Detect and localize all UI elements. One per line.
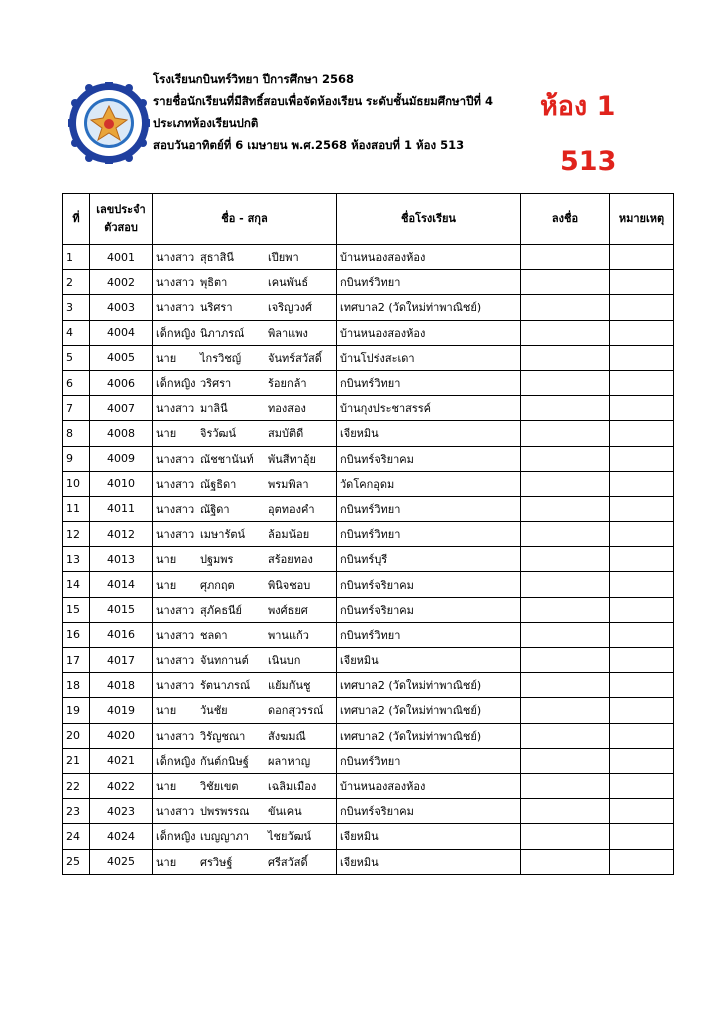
student-name: [153, 698, 337, 723]
last-name: ผลาหาญ: [268, 754, 311, 768]
school-name: วัดโคกอุดม: [337, 471, 521, 496]
signature-cell[interactable]: [521, 773, 610, 798]
row-number: 14: [63, 572, 90, 597]
table-row: [63, 396, 674, 421]
first-name: เบญญาภา: [200, 830, 250, 844]
school-name: บ้านโปร่งสะเดา: [337, 345, 521, 370]
header-exam-id: [90, 194, 153, 245]
table-row: [63, 370, 674, 395]
name-prefix: นางสาว: [156, 251, 195, 265]
table-row: [63, 245, 674, 270]
first-name: วันชัย: [200, 704, 228, 718]
exam-id: 4004: [90, 320, 153, 345]
exam-id: 4011: [90, 496, 153, 521]
first-name: เมษารัตน์: [200, 528, 246, 542]
table-row: [63, 748, 674, 773]
name-prefix: นางสาว: [156, 402, 195, 416]
first-name: มาลินี: [200, 402, 228, 416]
exam-id: 4009: [90, 446, 153, 471]
last-name: พงศ์ธยศ: [268, 603, 308, 617]
signature-cell[interactable]: [521, 597, 610, 622]
note-cell[interactable]: [610, 320, 674, 345]
name-prefix: นาย: [156, 553, 177, 567]
header-exam-id-line2: ตัวสอบ: [104, 221, 138, 234]
signature-cell[interactable]: [521, 572, 610, 597]
last-name: เนินบก: [268, 654, 301, 668]
row-number: 17: [63, 648, 90, 673]
exam-id: 4023: [90, 799, 153, 824]
name-prefix: นาย: [156, 578, 177, 592]
school-name: กบินทร์วิทยา: [337, 496, 521, 521]
last-name: แย้มกันชู: [268, 679, 311, 693]
last-name: เฉลิมเมือง: [268, 780, 317, 794]
student-name: [153, 799, 337, 824]
header-note: หมายเหตุ: [610, 194, 674, 245]
school-name: กบินทร์บุรี: [337, 547, 521, 572]
table-row: [63, 698, 674, 723]
student-name: [153, 648, 337, 673]
school-name: กบินทร์จริยาคม: [337, 572, 521, 597]
table-row: [63, 597, 674, 622]
note-cell[interactable]: [610, 698, 674, 723]
table-row: [63, 849, 674, 874]
school-name: บ้านหนองสองห้อง: [337, 320, 521, 345]
document-header: [153, 68, 543, 156]
room-number: 513: [560, 146, 617, 177]
student-name: [153, 547, 337, 572]
exam-id: 4008: [90, 421, 153, 446]
school-name: บ้านหนองสองห้อง: [337, 245, 521, 270]
note-cell[interactable]: [610, 723, 674, 748]
last-name: ไชยวัฒน์: [268, 830, 312, 844]
exam-id: 4003: [90, 295, 153, 320]
table-row: [63, 295, 674, 320]
exam-id: 4005: [90, 345, 153, 370]
note-cell[interactable]: [610, 673, 674, 698]
school-name: เจียหมิน: [337, 648, 521, 673]
signature-cell[interactable]: [521, 799, 610, 824]
name-prefix: เด็กหญิง: [156, 754, 196, 768]
first-name: สุภัคธนีย์: [200, 603, 243, 617]
row-number: 8: [63, 421, 90, 446]
school-emblem-icon: [68, 82, 150, 164]
row-number: 7: [63, 396, 90, 421]
row-number: 19: [63, 698, 90, 723]
signature-cell[interactable]: [521, 370, 610, 395]
note-cell[interactable]: [610, 597, 674, 622]
signature-cell[interactable]: [521, 446, 610, 471]
name-prefix: นางสาว: [156, 477, 195, 491]
table-row: [63, 522, 674, 547]
row-number: 13: [63, 547, 90, 572]
school-name: เทศบาล2 (วัดใหม่ท่าพาณิชย์): [337, 698, 521, 723]
first-name: ศรวิษฐ์: [200, 855, 233, 869]
row-number: 10: [63, 471, 90, 496]
school-name: เจียหมิน: [337, 421, 521, 446]
student-name: [153, 773, 337, 798]
student-name: [153, 295, 337, 320]
table-row: [63, 723, 674, 748]
school-name: กบินทร์วิทยา: [337, 748, 521, 773]
note-cell[interactable]: [610, 824, 674, 849]
note-cell[interactable]: [610, 748, 674, 773]
name-prefix: นางสาว: [156, 603, 195, 617]
first-name: วิชัยเขต: [200, 780, 239, 794]
signature-cell[interactable]: [521, 270, 610, 295]
note-cell[interactable]: [610, 270, 674, 295]
table-row: [63, 648, 674, 673]
name-prefix: นาย: [156, 704, 177, 718]
header-name: ชื่อ - สกุล: [153, 194, 337, 245]
first-name: ชลดา: [200, 628, 228, 642]
table-row: [63, 673, 674, 698]
last-name: สมบัติดี: [268, 427, 304, 441]
note-cell[interactable]: [610, 345, 674, 370]
signature-cell[interactable]: [521, 245, 610, 270]
first-name: พุธิตา: [200, 276, 228, 290]
header-exam-id-line1: เลขประจำ: [96, 203, 146, 216]
exam-id: 4010: [90, 471, 153, 496]
row-number: 25: [63, 849, 90, 874]
school-name: บ้านหนองสองห้อง: [337, 773, 521, 798]
last-name: พิลาแพง: [268, 326, 308, 340]
table-row: [63, 799, 674, 824]
signature-cell[interactable]: [521, 547, 610, 572]
exam-id: 4019: [90, 698, 153, 723]
note-cell[interactable]: [610, 547, 674, 572]
table-row: [63, 496, 674, 521]
exam-id: 4006: [90, 370, 153, 395]
last-name: ขันเคน: [268, 805, 302, 819]
last-name: เคนพันธ์: [268, 276, 309, 290]
student-name: [153, 446, 337, 471]
note-cell[interactable]: [610, 648, 674, 673]
student-name: [153, 673, 337, 698]
first-name: สุธาสินี: [200, 251, 234, 265]
first-name: ปฐมพร: [200, 553, 234, 567]
note-cell[interactable]: [610, 370, 674, 395]
row-number: 11: [63, 496, 90, 521]
note-cell[interactable]: [610, 421, 674, 446]
last-name: อุตทองคำ: [268, 502, 315, 516]
school-name: เทศบาล2 (วัดใหม่ท่าพาณิชย์): [337, 295, 521, 320]
signature-cell[interactable]: [521, 648, 610, 673]
list-description: รายชื่อนักเรียนที่มีสิทธิ์สอบเพื่อจัดห้องเรียน ระดับชั้นมัธยมศึกษาปีที่ 4: [153, 94, 493, 108]
row-number: 2: [63, 270, 90, 295]
exam-id: 4020: [90, 723, 153, 748]
signature-cell[interactable]: [521, 471, 610, 496]
note-cell[interactable]: [610, 496, 674, 521]
first-name: ณัชชานันท์: [200, 452, 254, 466]
exam-id: 4018: [90, 673, 153, 698]
note-cell[interactable]: [610, 396, 674, 421]
signature-cell[interactable]: [521, 849, 610, 874]
first-name: รัตนาภรณ์: [200, 679, 251, 693]
first-name: นิภาภรณ์: [200, 326, 245, 340]
last-name: เจริญวงศ์: [268, 301, 313, 315]
table-row: [63, 547, 674, 572]
student-name: [153, 396, 337, 421]
exam-id: 4013: [90, 547, 153, 572]
first-name: จิรวัฒน์: [200, 427, 236, 441]
signature-cell[interactable]: [521, 522, 610, 547]
signature-cell[interactable]: [521, 396, 610, 421]
first-name: จันทกานต์: [200, 654, 249, 668]
first-name: ณัฐิดา: [200, 502, 230, 516]
table-row: [63, 824, 674, 849]
table-row: [63, 345, 674, 370]
last-name: ล้อมน้อย: [268, 528, 310, 542]
note-cell[interactable]: [610, 245, 674, 270]
signature-cell[interactable]: [521, 421, 610, 446]
name-prefix: นาย: [156, 855, 177, 869]
table-row: [63, 572, 674, 597]
student-name: [153, 849, 337, 874]
school-name: กบินทร์วิทยา: [337, 522, 521, 547]
exam-id: 4024: [90, 824, 153, 849]
name-prefix: นางสาว: [156, 654, 195, 668]
first-name: วริศรา: [200, 377, 232, 391]
last-name: เปียพา: [268, 251, 299, 265]
school-name: เทศบาล2 (วัดใหม่ท่าพาณิชย์): [337, 673, 521, 698]
student-name: [153, 597, 337, 622]
row-number: 5: [63, 345, 90, 370]
name-prefix: นางสาว: [156, 502, 195, 516]
name-prefix: นางสาว: [156, 679, 195, 693]
note-cell[interactable]: [610, 799, 674, 824]
table-row: [63, 622, 674, 647]
row-number: 6: [63, 370, 90, 395]
name-prefix: นางสาว: [156, 276, 195, 290]
school-name: กบินทร์จริยาคม: [337, 597, 521, 622]
student-name: [153, 245, 337, 270]
table-row: [63, 773, 674, 798]
student-name: [153, 496, 337, 521]
exam-id: 4017: [90, 648, 153, 673]
signature-cell[interactable]: [521, 723, 610, 748]
header-school: ชื่อโรงเรียน: [337, 194, 521, 245]
student-name: [153, 522, 337, 547]
row-number: 23: [63, 799, 90, 824]
note-cell[interactable]: [610, 849, 674, 874]
table-row: [63, 270, 674, 295]
row-number: 4: [63, 320, 90, 345]
note-cell[interactable]: [610, 622, 674, 647]
name-prefix: นางสาว: [156, 628, 195, 642]
first-name: ปพรพรรณ: [200, 805, 250, 819]
name-prefix: นางสาว: [156, 729, 195, 743]
exam-id: 4022: [90, 773, 153, 798]
classroom-type: ประเภทห้องเรียนปกติ: [153, 116, 259, 130]
note-cell[interactable]: [610, 773, 674, 798]
school-name: กบินทร์จริยาคม: [337, 446, 521, 471]
signature-cell[interactable]: [521, 824, 610, 849]
signature-cell[interactable]: [521, 673, 610, 698]
exam-id: 4016: [90, 622, 153, 647]
school-name: บ้านกุงประชาสรรค์: [337, 396, 521, 421]
student-name: [153, 824, 337, 849]
student-name: [153, 421, 337, 446]
signature-cell[interactable]: [521, 295, 610, 320]
row-number: 18: [63, 673, 90, 698]
row-number: 3: [63, 295, 90, 320]
exam-id: 4014: [90, 572, 153, 597]
name-prefix: เด็กหญิง: [156, 377, 196, 391]
school-name: กบินทร์จริยาคม: [337, 799, 521, 824]
note-cell[interactable]: [610, 572, 674, 597]
first-name: วิรัญชณา: [200, 729, 246, 743]
note-cell[interactable]: [610, 446, 674, 471]
student-name: [153, 320, 337, 345]
last-name: ดอกสุวรรณ์: [268, 704, 324, 718]
name-prefix: นางสาว: [156, 805, 195, 819]
exam-id: 4002: [90, 270, 153, 295]
first-name: กันต์กนิษฐ์: [200, 754, 249, 768]
row-number: 16: [63, 622, 90, 647]
last-name: จันทร์สวัสดิ์: [268, 351, 322, 365]
first-name: นริศรา: [200, 301, 233, 315]
name-prefix: นาย: [156, 351, 177, 365]
first-name: ไกรวิชญ์: [200, 351, 242, 365]
row-number: 15: [63, 597, 90, 622]
student-name: [153, 748, 337, 773]
note-cell[interactable]: [610, 295, 674, 320]
table-row: [63, 471, 674, 496]
school-name: กบินทร์วิทยา: [337, 622, 521, 647]
signature-cell[interactable]: [521, 698, 610, 723]
row-number: 22: [63, 773, 90, 798]
signature-cell[interactable]: [521, 748, 610, 773]
name-prefix: นางสาว: [156, 452, 195, 466]
exam-id: 4007: [90, 396, 153, 421]
last-name: ศรีสวัสดิ์: [268, 855, 308, 869]
signature-cell[interactable]: [521, 622, 610, 647]
school-name: กบินทร์วิทยา: [337, 370, 521, 395]
student-name: [153, 622, 337, 647]
first-name: ศุภกฤต: [200, 578, 235, 592]
name-prefix: นาย: [156, 780, 177, 794]
name-prefix: นางสาว: [156, 301, 195, 315]
signature-cell[interactable]: [521, 345, 610, 370]
school-year-title: โรงเรียนกบินทร์วิทยา ปีการศึกษา 2568: [153, 72, 355, 86]
last-name: พรมพิลา: [268, 477, 309, 491]
exam-id: 4021: [90, 748, 153, 773]
name-prefix: นาย: [156, 427, 177, 441]
school-name: เจียหมิน: [337, 849, 521, 874]
note-cell[interactable]: [610, 471, 674, 496]
header-signature: ลงชื่อ: [521, 194, 610, 245]
first-name: ณัฐธิดา: [200, 477, 237, 491]
last-name: ทองสอง: [268, 402, 306, 416]
student-name: [153, 345, 337, 370]
row-number: 12: [63, 522, 90, 547]
header-no: ที่: [63, 194, 90, 245]
table-row: [63, 421, 674, 446]
last-name: ร้อยกล้า: [268, 377, 307, 391]
exam-id: 4025: [90, 849, 153, 874]
school-name: เทศบาล2 (วัดใหม่ท่าพาณิชย์): [337, 723, 521, 748]
row-number: 24: [63, 824, 90, 849]
table-row: [63, 320, 674, 345]
exam-date-room: สอบวันอาทิตย์ที่ 6 เมษายน พ.ศ.2568 ห้องสอบที่ 1 ห้อง 513: [153, 138, 465, 152]
exam-id: 4012: [90, 522, 153, 547]
last-name: พันสีทาอุ้ย: [268, 452, 316, 466]
last-name: สร้อยทอง: [268, 553, 313, 567]
note-cell[interactable]: [610, 522, 674, 547]
signature-cell[interactable]: [521, 320, 610, 345]
student-name: [153, 270, 337, 295]
exam-id: 4001: [90, 245, 153, 270]
row-number: 9: [63, 446, 90, 471]
name-prefix: นางสาว: [156, 528, 195, 542]
room-label: ห้อง 1: [540, 91, 616, 122]
student-name: [153, 572, 337, 597]
name-prefix: เด็กหญิง: [156, 830, 196, 844]
last-name: พินิจชอบ: [268, 578, 311, 592]
signature-cell[interactable]: [521, 496, 610, 521]
row-number: 20: [63, 723, 90, 748]
school-name: เจียหมิน: [337, 824, 521, 849]
row-number: 1: [63, 245, 90, 270]
table-header-row: [63, 194, 674, 245]
name-prefix: เด็กหญิง: [156, 326, 196, 340]
table-row: [63, 446, 674, 471]
school-name: กบินทร์วิทยา: [337, 270, 521, 295]
student-name: [153, 723, 337, 748]
student-name: [153, 471, 337, 496]
student-name: [153, 370, 337, 395]
student-roster-table: [62, 193, 674, 875]
exam-id: 4015: [90, 597, 153, 622]
last-name: พานแก้ว: [268, 628, 309, 642]
last-name: สังฆมณี: [268, 729, 306, 743]
row-number: 21: [63, 748, 90, 773]
